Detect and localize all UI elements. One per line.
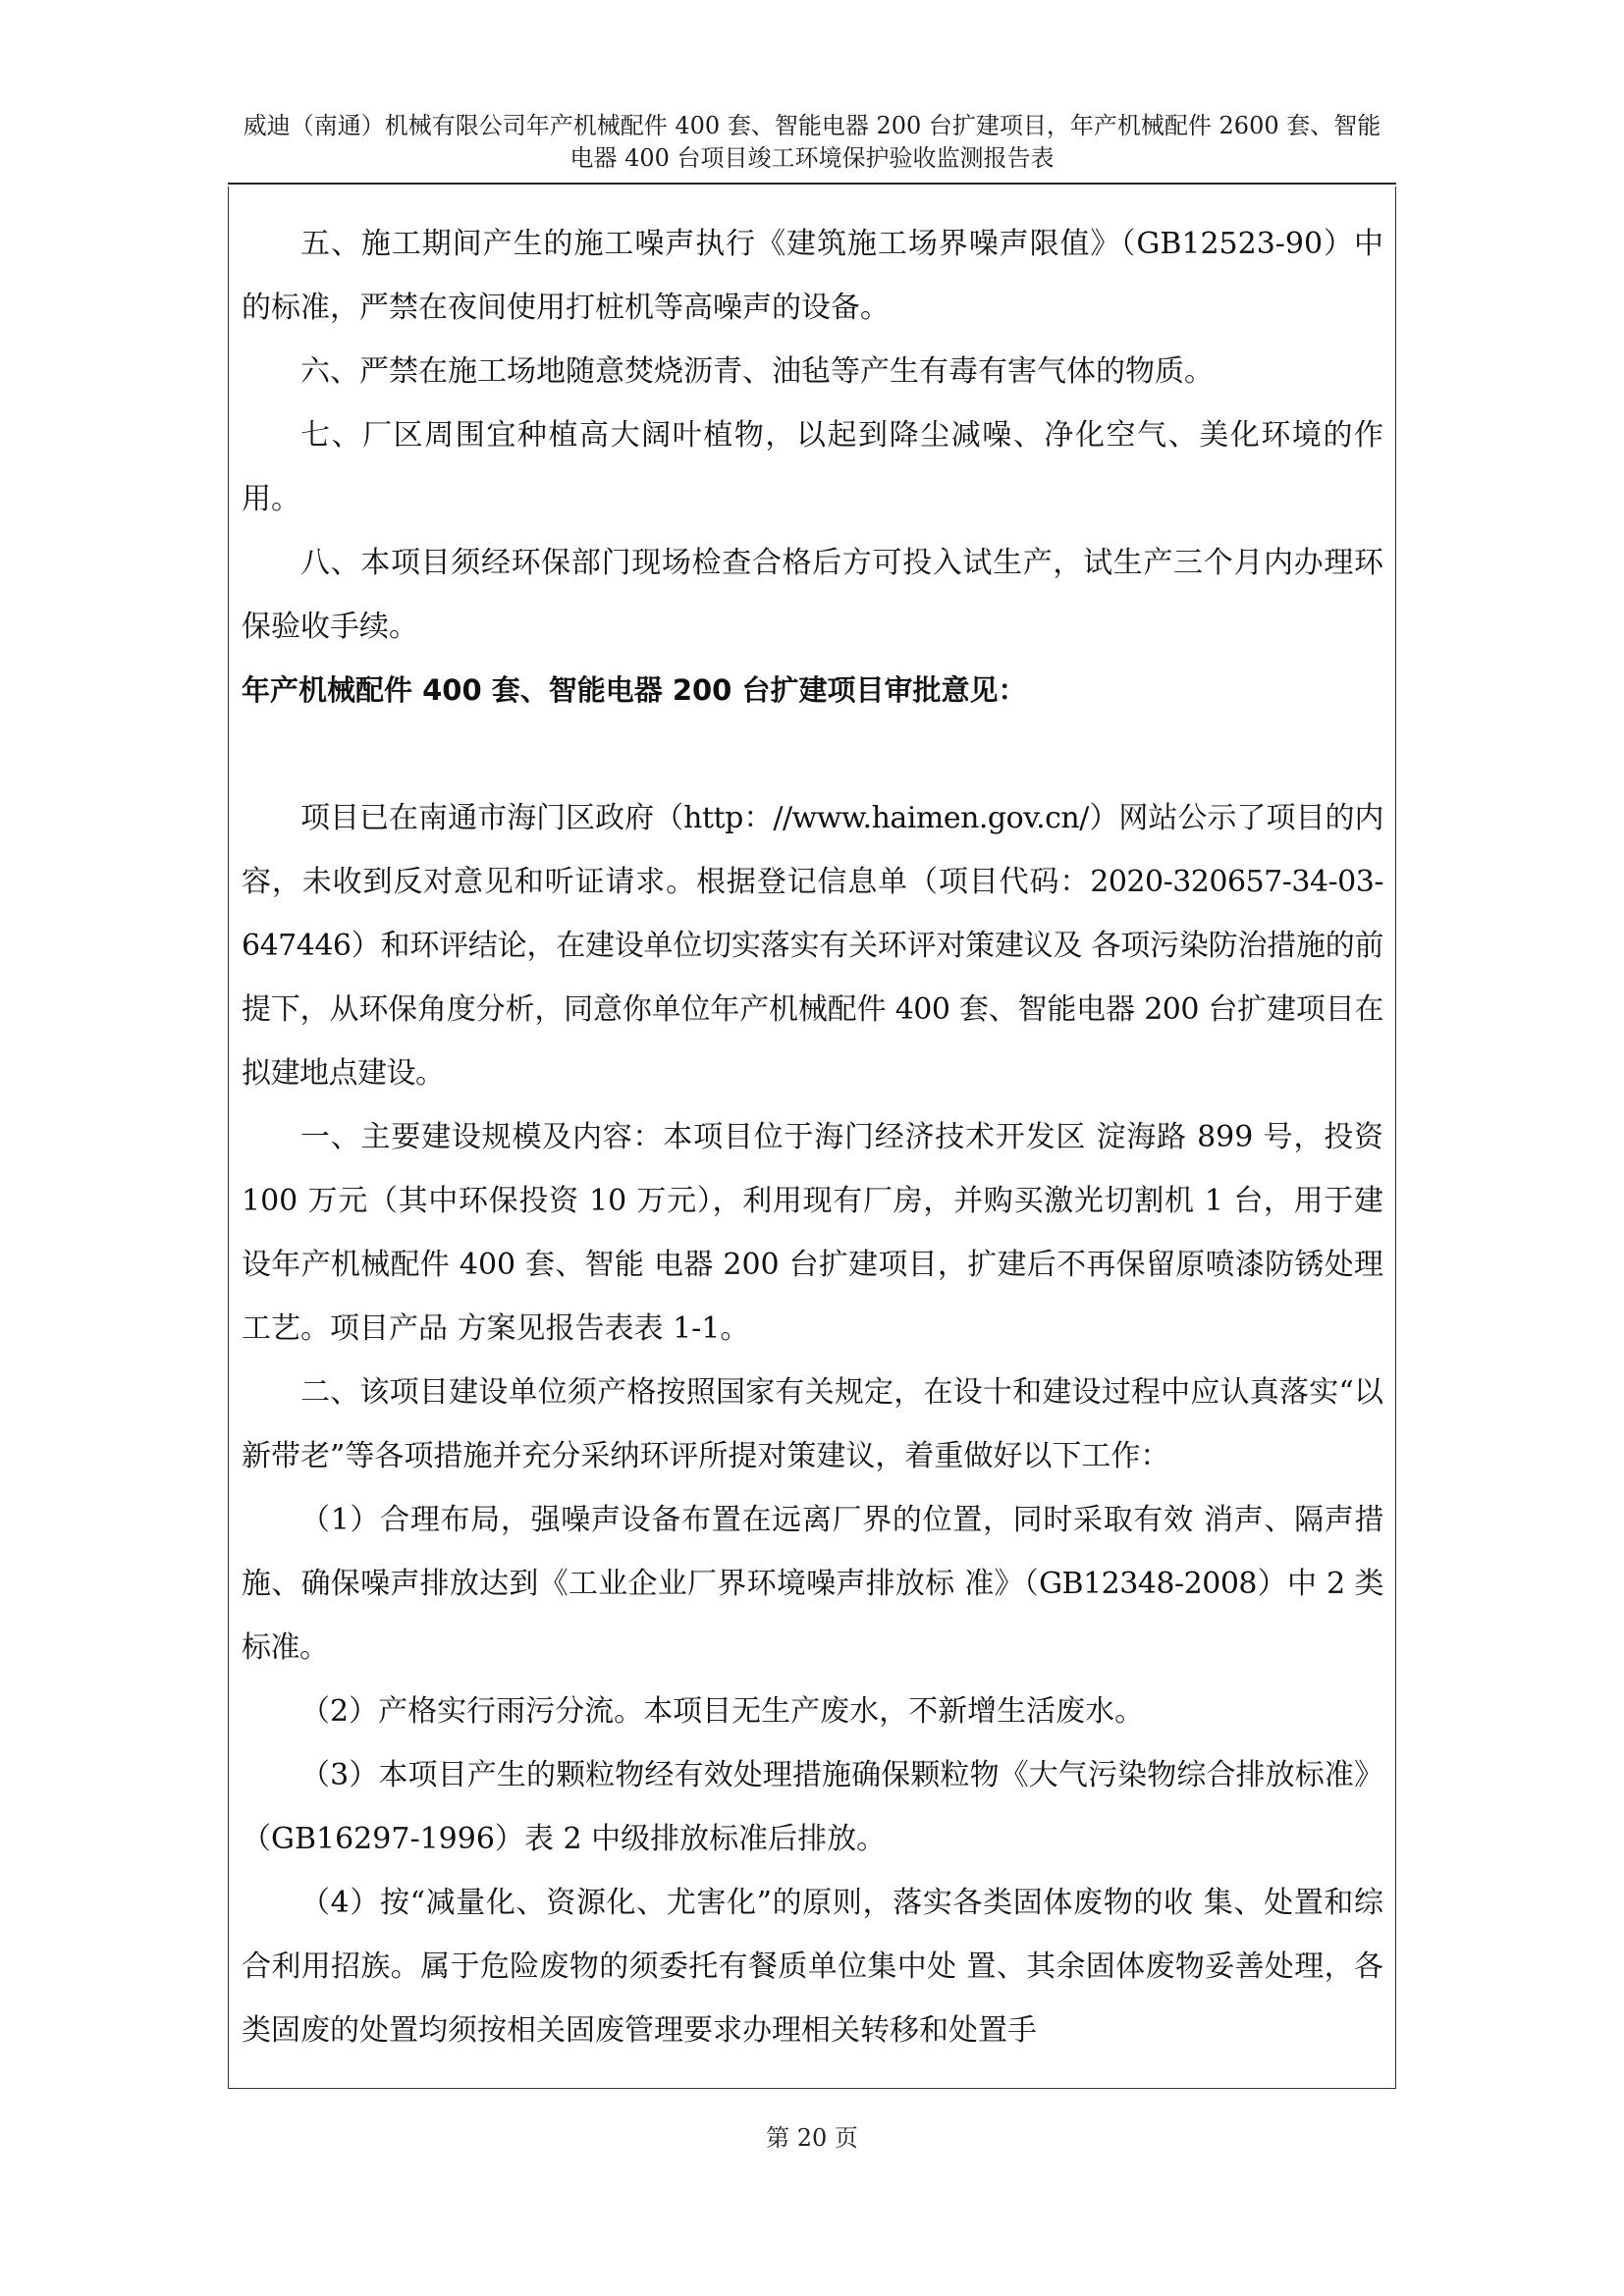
paragraph-no-burning: 六、严禁在施工场地随意焚烧沥青、油毡等产生有毒有害气体的物质。 — [300, 354, 1214, 389]
page-number: 第 20 页 — [766, 2124, 858, 2152]
paragraph-requirements: 二、该项目建设单位须产格按照国家有关规定，在设十和建设过程中应认真落实“以新带老”等各项措施并充分采纳环评所提对策建议，着重做好以下工作： — [242, 1375, 1383, 1473]
paragraph-noise-control: （1）合理布局，强噪声设备布置在远离厂界的位置，同时采取有效 消声、隔声措施、确保噪声排放达到《工业企业厂界环境噪声排放标 准》（GB12348-2008）中 2 类标准。 — [242, 1503, 1383, 1665]
paragraph-solid-waste: （4）按“减量化、资源化、尤害化”的原则，落实各类固体废物的收 集、处置和综合利用招族。属于危险废物的须委托有餐质单位集中处 置、其余固体废物妥善处理，各类固废的处置均须按相关固废管理要求办理相关转移和处置手 — [242, 1886, 1383, 2048]
document-body — [242, 212, 1383, 2062]
paragraph-construction-noise: 五、施工期间产生的施工噪声执行《建筑施工场界噪声限值》（GB12523-90）中的标准，严禁在夜间使用打桩机等高噪声的设备。 — [242, 227, 1383, 325]
report-header — [228, 110, 1396, 175]
section-heading-approval: 年产机械配件 400 套、智能电器 200 台扩建项目审批意见： — [242, 673, 1027, 707]
paragraph-construction-scale: 一、主要建设规模及内容：本项目位于海门经济技术开发区 淀海路 899 号，投资 100 万元（其中环保投资 10 万元），利用现有厂房，并购买激光切割机 1 台，用于建设年产机械配件 400 套、智能 电器 200 台扩建项目，扩建后不再保留原喷漆防锈处理工艺。项目产品 方案见报告表表 1-1。 — [242, 1120, 1383, 1346]
paragraph-trial-production: 八、本项目须经环保部门现场检查合格后方可投入试生产，试生产三个月内办理环保验收手续。 — [242, 546, 1383, 644]
paragraph-publication: 项目已在南通市海门区政府（http：//www.haimen.gov.cn/）网站公示了项目的内容，未收到反对意见和听证请求。根据登记信息单（项目代码：2020-320657-34-03-647446）和环评结论，在建设单位切实落实有关环评对策建议及 各项污染防治措施的前提下，从环保角度分析，同意你单位年产机械配件 400 套、智能电器 200 台扩建项目在拟建地点建设。 — [242, 801, 1383, 1091]
header-line-2: 电器 400 台项目竣工环境保护验收监测报告表 — [569, 144, 1055, 172]
header-divider — [228, 183, 1396, 185]
paragraph-greening: 七、厂区周围宜种植高大阔叶植物，以起到降尘减噪、净化空气、美化环境的作用。 — [242, 418, 1383, 516]
paragraph-particulates: （3）本项目产生的颗粒物经有效处理措施确保颗粒物《大气污染物综合排放标准》（GB16297-1996）表 2 中级排放标准后排放。 — [242, 1758, 1383, 1856]
header-line-1: 威迪（南通）机械有限公司年产机械配件 400 套、智能电器 200 台扩建项目，年产机械配件 2600 套、智能 — [243, 112, 1381, 139]
paragraph-wastewater: （2）产格实行雨污分流。本项目无生产废水，不新增生活废水。 — [300, 1694, 1145, 1729]
